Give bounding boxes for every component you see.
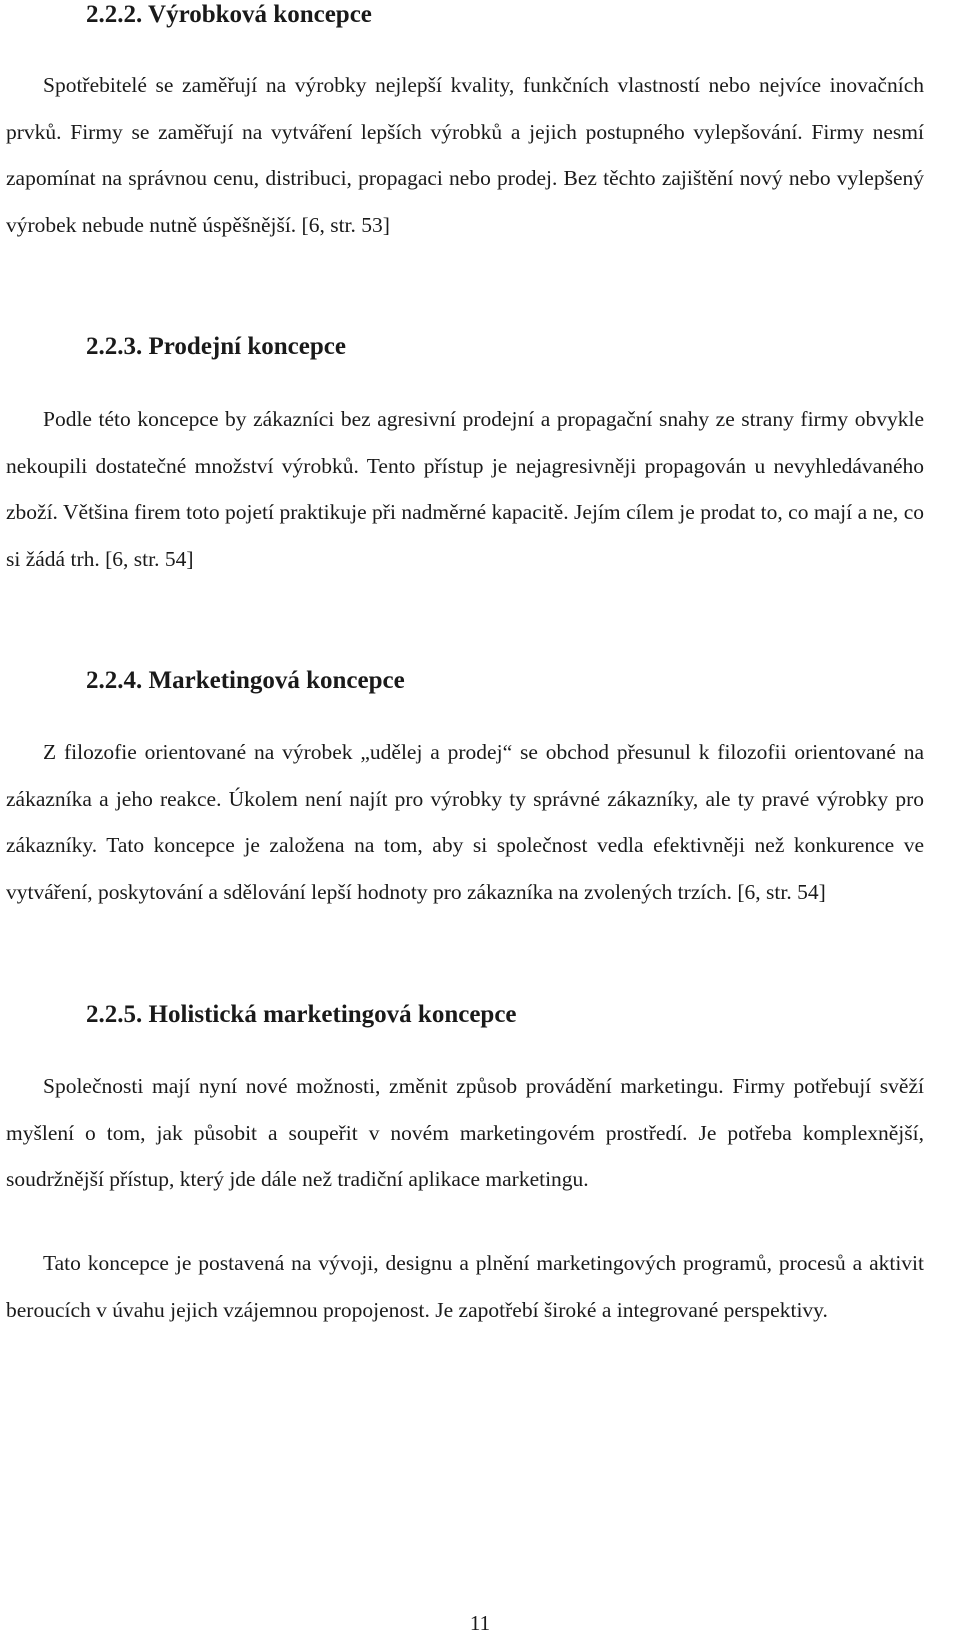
heading-prodejni-koncepce: 2.2.3. Prodejní koncepce	[86, 333, 346, 360]
paragraph-holisticka-1: Společnosti mají nyní nové možnosti, změnit způsob provádění marketingu. Firmy potřebují svěží myšlení o tom, jak působit a soupeřit v novém marketingovém prostředí. Je potřeba komplexnější, soudržnější přístup, který jde dále než tradiční aplikace marketingu.	[6, 1074, 924, 1192]
page-number: 11	[469, 1611, 491, 1635]
heading-vyrobkova-koncepce: 2.2.2. Výrobková koncepce	[86, 1, 372, 28]
heading-marketingova-koncepce: 2.2.4. Marketingová koncepce	[86, 667, 405, 694]
paragraph-vyrobkova-koncepce: Spotřebitelé se zaměřují na výrobky nejlepší kvality, funkčních vlastností nebo nejvíce inovačních prvků. Firmy se zaměřují na vytváření lepších výrobků a jejich postupného vylepšování. Firmy nesmí zapomínat na správnou cenu, distribuci, propagaci nebo prodej. Bez těchto zajištění nový nebo vylepšený výrobek nebude nutně úspěšnější. [6, str. 53]	[6, 73, 924, 237]
heading-holisticka-marketingova-koncepce: 2.2.5. Holistická marketingová koncepce	[86, 1001, 517, 1028]
paragraph-holisticka-2: Tato koncepce je postavená na vývoji, designu a plnění marketingových programů, procesů a aktivit beroucích v úvahu jejich vzájemnou propojenost. Je zapotřebí široké a integrované perspektivy.	[6, 1251, 924, 1322]
paragraph-marketingova-koncepce: Z filozofie orientované na výrobek „udělej a prodej“ se obchod přesunul k filozofii orientované na zákazníka a jeho reakce. Úkolem není najít pro výrobky ty správné zákazníky, ale ty pravé výrobky pro zákazníky. Tato koncepce je založena na tom, aby si společnost vedla efektivněji než konkurence ve vytváření, poskytování a sdělování lepší hodnoty pro zákazníka na zvolených trzích. [6, str. 54]	[6, 740, 924, 904]
paragraph-prodejni-koncepce: Podle této koncepce by zákazníci bez agresivní prodejní a propagační snahy ze strany firmy obvykle nekoupili dostatečné množství výrobků. Tento přístup je nejagresivněji propagován u nevyhledávaného zboží. Většina firem toto pojetí praktikuje při nadměrné kapacitě. Jejím cílem je prodat to, co mají a ne, co si žádá trh. [6, str. 54]	[6, 407, 924, 571]
